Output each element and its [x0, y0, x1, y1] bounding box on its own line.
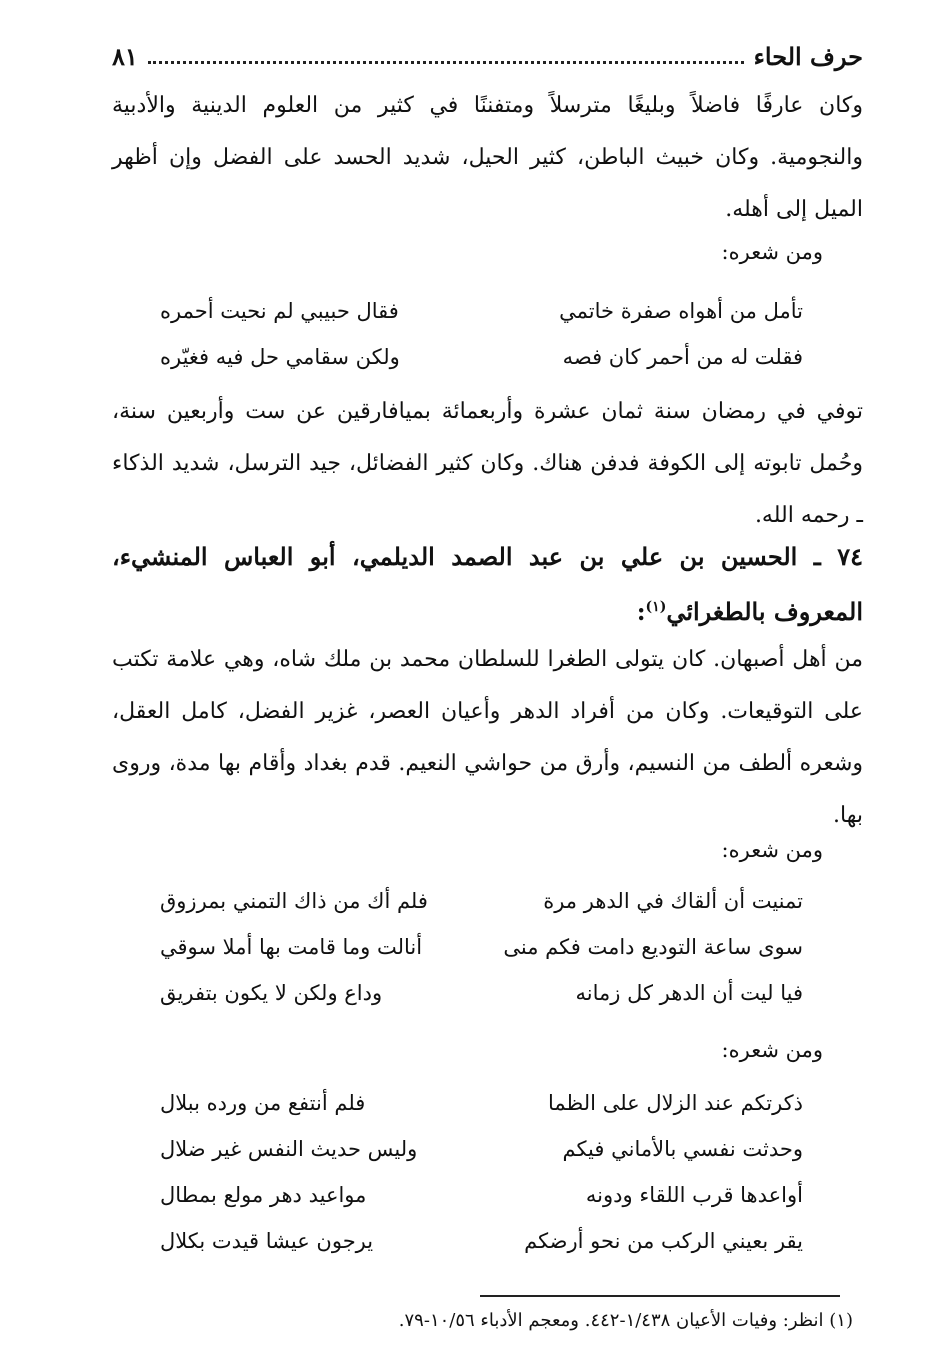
verse-row [160, 878, 803, 924]
paragraph-1: وكان عارفًا فاضلاً وبليغًا مترسلاً ومتفننًا في كثير من العلوم الدينية والأدبية والنجومية. وكان خبيث الباطن، كثير الحيل، شديد الحسد على الفضل وإن أظهر الميل إلى أهله. [112, 93, 863, 222]
chapter-title: حرف الحاء [753, 41, 863, 71]
entry-heading-text: ٧٤ ـ الحسين بن علي بن عبد الصمد الديلمي، أبو العباس المنشيء، المعروف بالطغرائي [112, 542, 863, 626]
second-hemistich: وليس حديث النفس غير ضلال [160, 1137, 418, 1161]
second-hemistich: مواعيد دهر مولع بمطال [160, 1183, 367, 1207]
first-hemistich: فقلت له من أحمر كان فصه [562, 345, 803, 369]
entry-heading [112, 532, 863, 637]
first-hemistich: وحدثت نفسي بالأماني فيكم [562, 1137, 803, 1161]
verse-row [160, 924, 803, 970]
poem-intro-1: ومن شعره: [721, 240, 823, 264]
verse-row [160, 1080, 803, 1126]
second-hemistich: فلم أك من ذاك التمني بمرزوق [160, 889, 428, 913]
second-hemistich: يرجون عيشا قيدت بكلال [160, 1229, 374, 1253]
second-hemistich: ولكن سقامي حل فيه فغيّره [160, 345, 400, 369]
first-hemistich: يقر بعيني الركب من نحو أرضكم [524, 1229, 803, 1253]
verse-row [160, 1126, 803, 1172]
footnote: (١) انظر: وفيات الأعيان ١/٤٣٨-٤٤٢. ومعجم الأدباء ١٠/٥٦-٧٩. [398, 1310, 853, 1331]
second-hemistich: فقال حبيبي لم نحيت أحمره [160, 299, 399, 323]
footnote-divider [480, 1295, 840, 1297]
first-hemistich: تأمل من أهواه صفرة خاتمي [559, 299, 803, 323]
second-hemistich: أنالت وما قامت بها أملا سوقي [160, 935, 423, 959]
poem-2 [160, 878, 803, 1016]
poem-3 [160, 1080, 803, 1264]
paragraph-3: من أهل أصبهان. كان يتولى الطغرا للسلطان محمد بن ملك شاه، وهي علامة تكتب على التوقيعات. وكان من أفراد الدهر وأعيان العصر، غزير الفضل، كامل العقل، وشعره ألطف من النسيم، وأرق من حواشي النعيم. قدم بغداد وأقام بها مدة، وروى بها. [112, 647, 863, 828]
verse-row [160, 334, 803, 380]
page-number: ٨١ [112, 41, 138, 71]
verse-row [160, 1172, 803, 1218]
verse-row [160, 1218, 803, 1264]
first-hemistich: ذكرتكم عند الزلال على الظما [548, 1091, 803, 1115]
verse-row [160, 970, 803, 1016]
second-hemistich: فلم أنتفع من ورده ببلال [160, 1091, 366, 1115]
first-hemistich: أواعدها قرب اللقاء ودونه [585, 1183, 803, 1207]
verse-row [160, 288, 803, 334]
poem-intro-2: ومن شعره: [721, 838, 823, 862]
poem-intro-3: ومن شعره: [721, 1038, 823, 1062]
poem-1 [160, 288, 803, 380]
second-hemistich: وداع ولكن لا يكون بتفريق [160, 981, 383, 1005]
first-hemistich: سوى ساعة التوديع دامت فكم منى [503, 935, 803, 959]
first-hemistich: تمنيت أن ألقاك في الدهر مرة [543, 889, 803, 913]
heading-colon: : [636, 597, 646, 626]
running-header [112, 34, 863, 78]
header-dot-leader [148, 61, 744, 64]
paragraph-2: توفي في رمضان سنة ثمان عشرة وأربعمائة بميافارقين عن ست وأربعين سنة، وحُمل تابوته إلى الكوفة فدفن هناك. وكان كثير الفضائل، جيد الترسل، شديد الذكاء ـ رحمه الله. [112, 399, 863, 528]
footnote-mark: (١) [645, 599, 667, 615]
first-hemistich: فيا ليت أن الدهر كل زمانه [575, 981, 803, 1005]
